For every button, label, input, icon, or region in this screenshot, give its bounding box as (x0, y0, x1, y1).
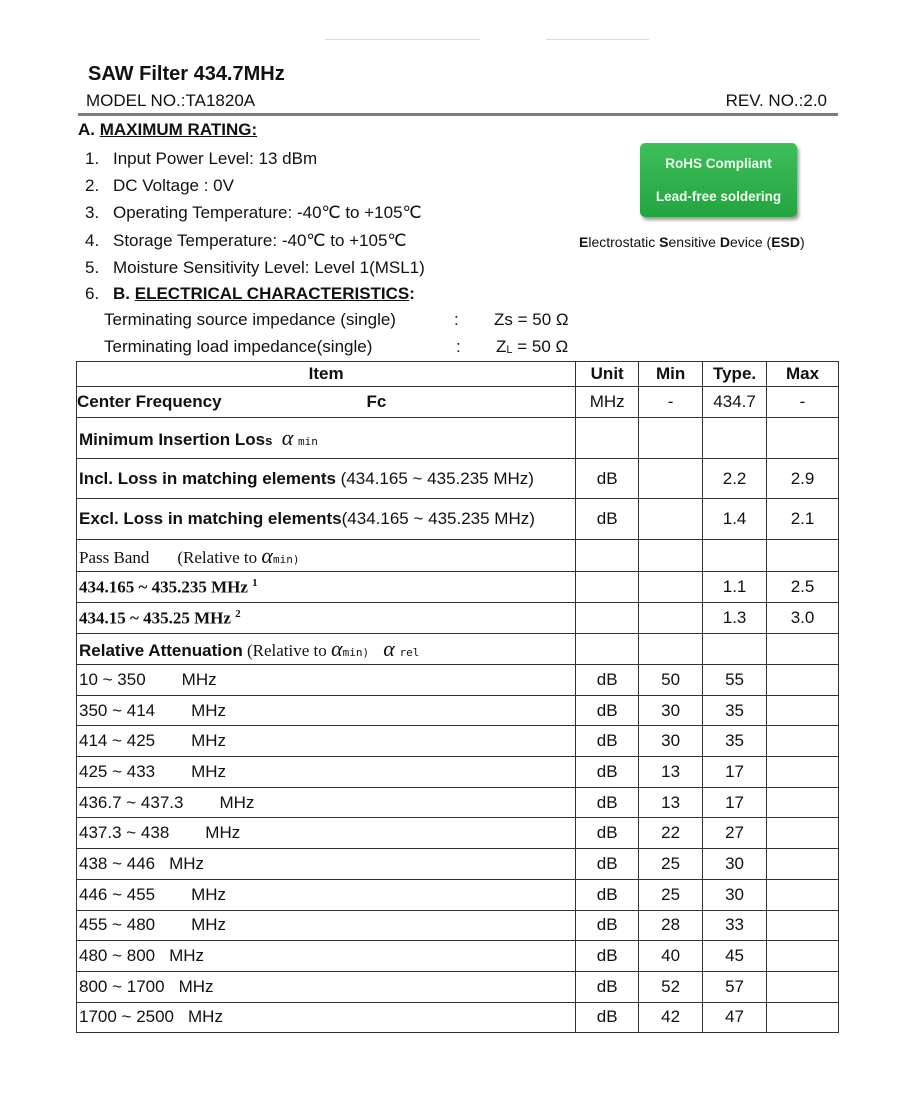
column-header-min: Min (639, 362, 703, 387)
table-cell-max (767, 540, 839, 572)
table-row (77, 787, 839, 818)
table-cell-unit: dB (576, 757, 639, 788)
attenuation-range: 414 ~ 425 (79, 731, 156, 751)
incl-loss-label: Incl. Loss in matching elements (79, 468, 336, 488)
attenuation-range-cell (77, 665, 576, 696)
table-cell-unit: dB (576, 787, 639, 818)
table-cell-typ: 17 (703, 787, 767, 818)
esd-word-3: evice ( (729, 234, 772, 250)
load-impedance-colon: : (456, 337, 461, 356)
list-item-number: 6. (85, 284, 100, 303)
pass-band-range-1: 434.165 ~ 435.235 MHz (79, 577, 253, 597)
incl-loss-range: (434.165 ~ 435.235 MHz) (335, 468, 534, 488)
section-a-title: MAXIMUM RATING: (99, 120, 258, 139)
table-cell-min (639, 634, 703, 665)
table-cell-min: 13 (639, 787, 703, 818)
section-b-letter: B. (113, 284, 130, 303)
alpha-subscript: min) (342, 646, 370, 659)
min-insertion-loss-cell (77, 418, 576, 459)
table-cell-unit (576, 540, 639, 572)
attenuation-range-cell (77, 787, 576, 818)
esd-word-2: ensitive (668, 234, 720, 250)
list-item-text: Moisture Sensitivity Level: Level 1(MSL1) (113, 257, 425, 277)
attenuation-range: 436.7 ~ 437.3 (79, 792, 184, 812)
attenuation-range-unit: MHz (191, 761, 227, 781)
min-insertion-loss-s: s (265, 433, 273, 448)
source-impedance-line (104, 310, 604, 332)
header-decor-line-left (325, 39, 480, 40)
table-cell-max (767, 665, 839, 696)
list-item-text: Input Power Level: 13 dBm (113, 149, 318, 168)
table-cell-unit (576, 418, 639, 459)
attenuation-range-unit: MHz (191, 884, 227, 904)
table-cell-max (767, 634, 839, 665)
attenuation-range: 10 ~ 350 (79, 669, 146, 689)
attenuation-range-cell (77, 941, 576, 972)
table-cell-min: 13 (639, 757, 703, 788)
table-cell-typ (703, 540, 767, 572)
attenuation-range: 480 ~ 800 (79, 946, 156, 966)
table-cell-typ: 30 (703, 849, 767, 880)
table-cell-typ (703, 634, 767, 665)
table-cell-max (767, 941, 839, 972)
attenuation-range-cell (77, 1002, 576, 1033)
attenuation-range-unit: MHz (191, 700, 227, 720)
alpha-symbol: α (281, 425, 294, 450)
esd-letter-d: D (719, 234, 730, 250)
alpha-subscript: min) (272, 552, 300, 566)
table-row (77, 418, 839, 459)
attenuation-range-cell (77, 971, 576, 1002)
table-cell-min (639, 540, 703, 572)
esd-letter-s: S (659, 234, 669, 250)
relative-attenuation-label: Relative Attenuation (79, 641, 243, 660)
alpha-symbol: α (261, 542, 273, 568)
table-row (77, 603, 839, 634)
footnote-1: 1 (252, 576, 258, 589)
table-header-row (77, 362, 839, 387)
table-cell-typ: 47 (703, 1002, 767, 1033)
section-b-colon: : (409, 284, 415, 303)
table-cell-unit: dB (576, 1002, 639, 1033)
table-cell-typ: 1.4 (703, 499, 767, 540)
table-cell-unit: dB (576, 665, 639, 696)
attenuation-range-unit: MHz (219, 792, 255, 812)
table-cell-typ: 1.3 (703, 603, 767, 634)
load-z: Z (496, 337, 507, 356)
table-row (77, 879, 839, 910)
table-cell-max (767, 818, 839, 849)
attenuation-range-cell (77, 757, 576, 788)
table-cell-unit: MHz (576, 387, 639, 418)
table-cell-unit: dB (576, 879, 639, 910)
table-cell-max (767, 849, 839, 880)
source-impedance-colon: : (454, 310, 459, 329)
table-row (77, 818, 839, 849)
badge-lead-free-text: Lead-free soldering (655, 189, 782, 204)
table-row (77, 941, 839, 972)
table-cell-min (639, 499, 703, 540)
section-b-heading (85, 282, 415, 306)
table-cell-unit: dB (576, 726, 639, 757)
attenuation-range: 437.3 ~ 438 (79, 823, 170, 843)
table-cell-max: 3.0 (767, 603, 839, 634)
table-cell-max (767, 695, 839, 726)
table-cell-unit: dB (576, 459, 639, 499)
section-b-title: ELECTRICAL CHARACTERISTICS (134, 284, 410, 303)
alpha-rel-symbol: α (383, 636, 395, 661)
list-item-number: 4. (85, 230, 100, 250)
table-row (77, 695, 839, 726)
rohs-compliance-badge (640, 143, 797, 217)
table-cell-unit: dB (576, 910, 639, 941)
table-cell-max (767, 418, 839, 459)
table-cell-min: 30 (639, 726, 703, 757)
list-item (85, 199, 425, 226)
table-cell-min: 25 (639, 879, 703, 910)
attenuation-range: 425 ~ 433 (79, 761, 156, 781)
table-cell-min (639, 572, 703, 603)
table-cell-min: - (639, 387, 703, 418)
attenuation-range-unit: MHz (169, 946, 205, 966)
attenuation-range-unit: MHz (205, 823, 241, 843)
table-cell-typ (703, 418, 767, 459)
min-insertion-loss-label: Minimum Insertion Los (79, 430, 266, 449)
pass-band-range-2: 434.15 ~ 435.25 MHz (79, 608, 236, 628)
table-cell-max (767, 1002, 839, 1033)
table-row (77, 665, 839, 696)
table-row (77, 499, 839, 540)
alpha-symbol: α (331, 636, 343, 661)
column-header-unit: Unit (576, 362, 639, 387)
table-cell-max: 2.5 (767, 572, 839, 603)
attenuation-range: 1700 ~ 2500 (79, 1007, 175, 1027)
column-header-item: Item (77, 362, 576, 387)
table-cell-typ: 35 (703, 726, 767, 757)
source-impedance-label: Terminating source impedance (single) (104, 310, 396, 329)
list-item-text: Storage Temperature: -40℃ to +105℃ (113, 230, 407, 250)
esd-close-paren: ) (800, 234, 805, 250)
pass-band-relative: (Relative to (177, 547, 262, 567)
relative-attenuation-relative: (Relative to (242, 641, 332, 660)
incl-loss-cell (77, 459, 576, 499)
table-cell-typ: 1.1 (703, 572, 767, 603)
center-frequency-symbol: Fc (366, 392, 387, 411)
table-cell-typ: 33 (703, 910, 767, 941)
attenuation-range-cell (77, 849, 576, 880)
table-cell-max (767, 787, 839, 818)
table-cell-typ: 2.2 (703, 459, 767, 499)
esd-word-1: lectrostatic (588, 234, 660, 250)
pass-band-cell (77, 540, 576, 572)
source-impedance-value: Zs = 50 Ω (494, 310, 569, 329)
revision-number: REV. NO.:2.0 (725, 91, 827, 110)
attenuation-range: 446 ~ 455 (79, 884, 156, 904)
table-row (77, 459, 839, 499)
attenuation-range: 438 ~ 446 (79, 853, 156, 873)
section-a-letter: A. (78, 120, 95, 139)
document-title: SAW Filter 434.7MHz (88, 63, 285, 85)
esd-notice (579, 234, 805, 250)
list-item-number: 5. (85, 257, 100, 277)
attenuation-range-cell (77, 910, 576, 941)
table-cell-unit (576, 603, 639, 634)
table-row (77, 540, 839, 572)
relative-attenuation-cell (77, 634, 576, 665)
pass-band-range-1-cell (77, 572, 576, 603)
table-cell-min: 50 (639, 665, 703, 696)
table-cell-typ: 434.7 (703, 387, 767, 418)
excl-loss-range: (434.165 ~ 435.235 MHz) (341, 509, 535, 528)
table-cell-max: - (767, 387, 839, 418)
list-item (85, 254, 425, 281)
center-frequency-label: Center Frequency (77, 392, 222, 411)
table-row (77, 910, 839, 941)
header-divider (78, 113, 838, 116)
list-item (85, 145, 425, 172)
table-row (77, 757, 839, 788)
list-item-number: 2. (85, 176, 100, 196)
table-cell-max: 2.1 (767, 499, 839, 540)
table-cell-typ: 35 (703, 695, 767, 726)
table-cell-min (639, 603, 703, 634)
attenuation-range-unit: MHz (188, 1007, 223, 1027)
list-item-text: Operating Temperature: -40℃ to +105℃ (113, 203, 422, 223)
list-item-number: 1. (85, 149, 100, 168)
max-rating-list (85, 145, 425, 281)
load-impedance-number: = 50 Ω (512, 337, 569, 356)
table-row (77, 634, 839, 665)
load-impedance-value (496, 337, 568, 357)
attenuation-range: 455 ~ 480 (79, 915, 156, 935)
table-cell-unit (576, 634, 639, 665)
table-cell-max: 2.9 (767, 459, 839, 499)
table-cell-max (767, 971, 839, 1002)
attenuation-rows (77, 665, 839, 1033)
table-cell-min: 40 (639, 941, 703, 972)
table-cell-min: 25 (639, 849, 703, 880)
table-row (77, 387, 839, 418)
electrical-characteristics-table (76, 361, 839, 1033)
table-cell-min: 52 (639, 971, 703, 1002)
alpha-rel-subscript: rel (399, 646, 420, 659)
table-cell-min: 42 (639, 1002, 703, 1033)
table-cell-min: 28 (639, 910, 703, 941)
header-decor-line-right (546, 39, 649, 40)
attenuation-range-cell (77, 695, 576, 726)
attenuation-range-unit: MHz (191, 731, 227, 751)
attenuation-range-cell (77, 726, 576, 757)
attenuation-range-unit: MHz (178, 976, 214, 996)
table-cell-min (639, 459, 703, 499)
table-row (77, 849, 839, 880)
table-cell-unit: dB (576, 695, 639, 726)
table-row (77, 572, 839, 603)
table-row (77, 726, 839, 757)
list-item-text: DC Voltage : 0V (113, 176, 234, 196)
table-cell-max (767, 910, 839, 941)
list-item-number: 3. (85, 203, 100, 223)
esd-letter-e: E (579, 234, 589, 250)
table-cell-max (767, 726, 839, 757)
load-impedance-line (104, 337, 604, 359)
table-cell-unit: dB (576, 818, 639, 849)
excl-loss-label: Excl. Loss in matching elements (79, 509, 342, 528)
table-cell-typ: 55 (703, 665, 767, 696)
attenuation-range-cell (77, 879, 576, 910)
table-cell-typ: 30 (703, 879, 767, 910)
excl-loss-cell (77, 499, 576, 540)
center-frequency-cell (77, 387, 576, 418)
attenuation-range-cell (77, 818, 576, 849)
column-header-max: Max (767, 362, 839, 387)
load-z-subscript: L (506, 344, 513, 356)
esd-abbreviation: ESD (771, 234, 801, 250)
footnote-2: 2 (235, 607, 241, 620)
table-cell-typ: 27 (703, 818, 767, 849)
table-cell-max (767, 757, 839, 788)
list-item (85, 227, 425, 254)
attenuation-range-unit: MHz (181, 669, 217, 689)
table-cell-unit: dB (576, 941, 639, 972)
attenuation-range-unit: MHz (191, 915, 227, 935)
table-cell-unit (576, 572, 639, 603)
list-item (85, 172, 425, 199)
table-cell-min (639, 418, 703, 459)
attenuation-range: 800 ~ 1700 (79, 976, 165, 996)
pass-band-label: Pass Band (79, 547, 150, 567)
table-row (77, 1002, 839, 1033)
table-cell-max (767, 879, 839, 910)
table-cell-typ: 57 (703, 971, 767, 1002)
load-impedance-label: Terminating load impedance(single) (104, 337, 373, 356)
table-cell-typ: 17 (703, 757, 767, 788)
table-cell-typ: 45 (703, 941, 767, 972)
section-a-heading (78, 120, 257, 140)
table-cell-min: 22 (639, 818, 703, 849)
table-cell-unit: dB (576, 971, 639, 1002)
pass-band-range-2-cell (77, 603, 576, 634)
column-header-type: Type. (703, 362, 767, 387)
table-row (77, 971, 839, 1002)
attenuation-range-unit: MHz (169, 853, 205, 873)
attenuation-range: 350 ~ 414 (79, 700, 156, 720)
alpha-subscript: min (298, 435, 318, 448)
model-number: MODEL NO.:TA1820A (86, 91, 256, 110)
badge-rohs-text: RoHS Compliant (665, 156, 772, 171)
table-cell-unit: dB (576, 849, 639, 880)
table-cell-min: 30 (639, 695, 703, 726)
table-cell-unit: dB (576, 499, 639, 540)
